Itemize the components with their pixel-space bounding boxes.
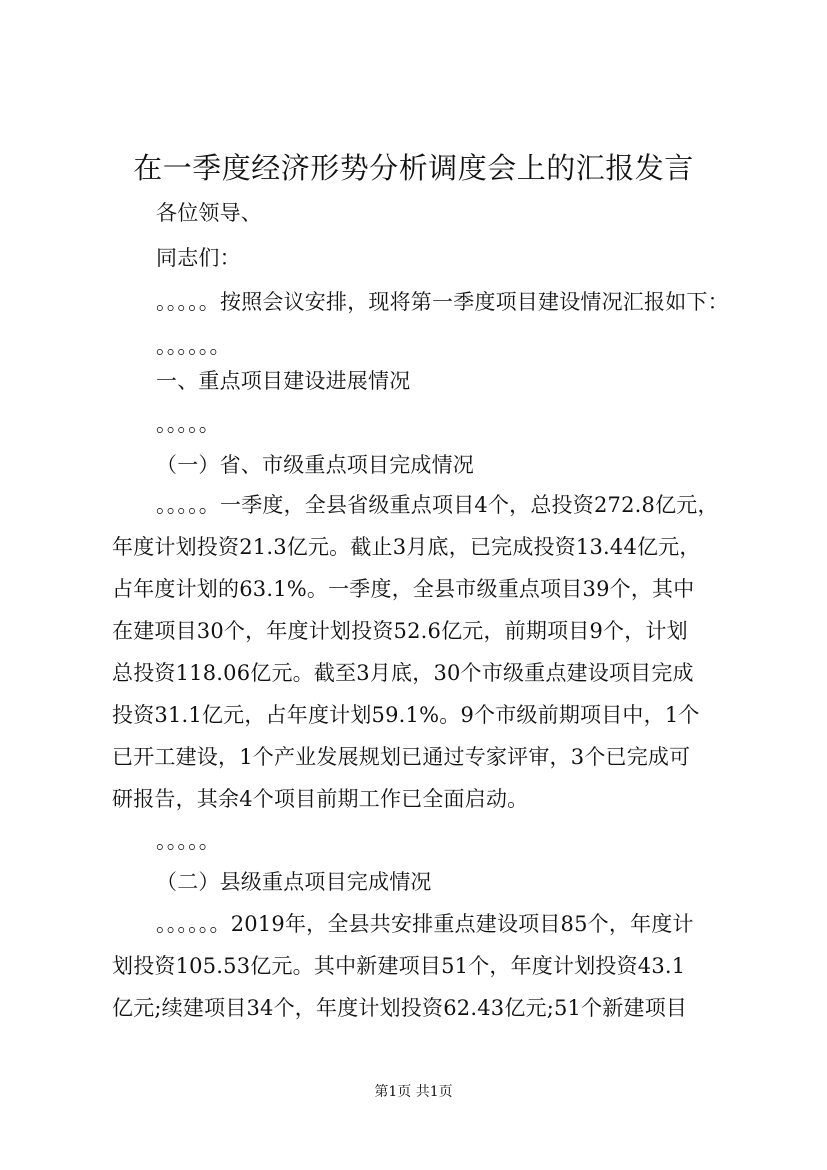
ellipsis-line: 。。。。。 xyxy=(156,412,220,436)
ellipsis-line: 。。。。。 xyxy=(156,829,220,853)
subsection-heading: （二）县级重点项目完成情况 xyxy=(156,870,432,894)
ellipsis-line: 。。。。。。 xyxy=(156,334,231,358)
paragraph-line: 占年度计划的63.1%。一季度，全县市级重点项目39个，其中 xyxy=(112,577,695,601)
section-heading: 一、重点项目建设进展情况 xyxy=(156,369,411,393)
paragraph-line: 划投资105.53亿元。其中新建项目51个，年度计划投资43.1 xyxy=(112,954,686,978)
paragraph-line: 研报告，其余4个项目前期工作已全面启动。 xyxy=(112,787,529,811)
document-title: 在一季度经济形势分析调度会上的汇报发言 xyxy=(133,151,694,185)
paragraph-line: 已开工建设，1个产业发展规划已通过专家评审，3个已完成可 xyxy=(112,745,691,769)
salutation-line-1: 各位领导、 xyxy=(156,201,262,225)
paragraph-line: 。。。。。一季度，全县省级重点项目4个，总投资272.8亿元， xyxy=(156,493,719,517)
paragraph-line: 亿元;续建项目34个，年度计划投资62.43亿元;51个新建项目 xyxy=(112,996,688,1020)
intro-paragraph: 。。。。。按照会议安排，现将第一季度项目建设情况汇报如下： xyxy=(156,290,729,314)
paragraph-line: 总投资118.06亿元。截至3月底，30个市级重点建设项目完成 xyxy=(112,661,694,685)
page-footer: 第1页 共1页 xyxy=(374,1084,453,1100)
salutation-line-2: 同志们： xyxy=(156,246,241,270)
paragraph-line: 在建项目30个，年度计划投资52.6亿元，前期项目9个，计划 xyxy=(112,619,688,643)
paragraph-line: 年度计划投资21.3亿元。截止3月底，已完成投资13.44亿元， xyxy=(112,535,701,559)
subsection-heading: （一）省、市级重点项目完成情况 xyxy=(156,453,474,477)
paragraph-line: 投资31.1亿元，占年度计划59.1%。9个市级前期项目中，1个 xyxy=(112,703,700,727)
paragraph-line: 。。。。。。2019年，全县共安排重点建设项目85个，年度计 xyxy=(156,912,694,936)
